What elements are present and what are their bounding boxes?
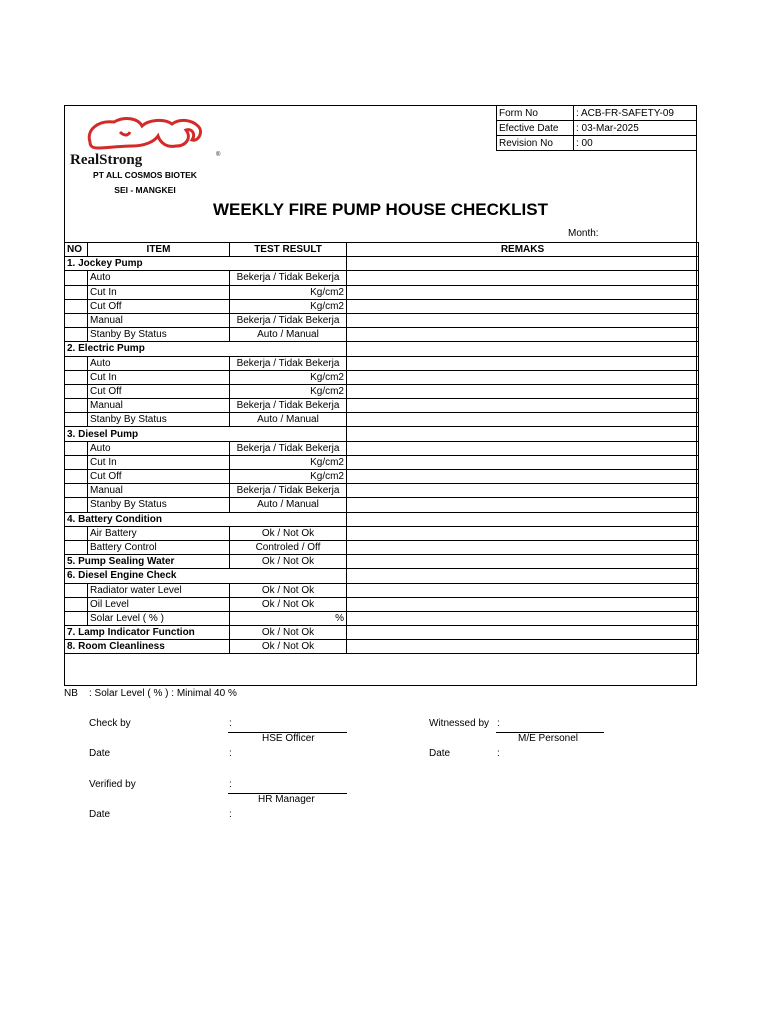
result-cell[interactable]: Kg/cm2 <box>230 370 347 384</box>
section-result <box>230 257 347 271</box>
remarks-cell[interactable] <box>347 299 699 313</box>
item-cell: Cut In <box>88 455 230 469</box>
remarks-cell[interactable] <box>347 512 699 526</box>
no-cell <box>65 441 88 455</box>
item-cell: Radiator water Level <box>88 583 230 597</box>
item-cell: Auto <box>88 271 230 285</box>
item-cell: Manual <box>88 484 230 498</box>
section-result <box>230 512 347 526</box>
remarks-cell[interactable] <box>347 555 699 569</box>
table-row <box>65 328 699 342</box>
section-label: 5. Pump Sealing Water <box>65 555 230 569</box>
month-label: Month: <box>568 228 599 239</box>
item-cell: Auto <box>88 441 230 455</box>
no-cell <box>65 484 88 498</box>
table-row <box>65 583 699 597</box>
table-row <box>65 455 699 469</box>
no-cell <box>65 540 88 554</box>
item-cell: Cut Off <box>88 299 230 313</box>
item-cell: Stanby By Status <box>88 328 230 342</box>
section-result <box>230 427 347 441</box>
remarks-cell[interactable] <box>347 328 699 342</box>
logo-text: RealStrong <box>70 152 143 168</box>
remarks-cell[interactable] <box>347 484 699 498</box>
table-header-row <box>65 243 699 257</box>
remarks-cell[interactable] <box>347 470 699 484</box>
col-no: NO <box>65 243 88 257</box>
item-cell: Stanby By Status <box>88 498 230 512</box>
date-colon-3: : <box>497 748 500 759</box>
col-result: TEST RESULT <box>230 243 347 257</box>
hr-manager-label: HR Manager <box>258 794 315 805</box>
table-row <box>65 484 699 498</box>
me-personel-label: M/E Personel <box>518 733 579 744</box>
result-cell[interactable]: Kg/cm2 <box>230 455 347 469</box>
remarks-cell[interactable] <box>347 441 699 455</box>
check-by-colon: : <box>229 718 232 729</box>
verified-by-colon: : <box>229 779 232 790</box>
document-control-table <box>496 105 697 151</box>
result-cell[interactable]: Bekerja / Tidak Bekerja <box>230 399 347 413</box>
table-row <box>65 540 699 554</box>
no-cell <box>65 313 88 327</box>
section-label: 1. Jockey Pump <box>65 257 230 271</box>
no-cell <box>65 526 88 540</box>
date-label-3: Date <box>429 748 451 759</box>
remarks-cell[interactable] <box>347 498 699 512</box>
section-row <box>65 342 699 356</box>
remarks-cell[interactable] <box>347 611 699 625</box>
result-cell[interactable]: Kg/cm2 <box>230 384 347 398</box>
table-row <box>65 441 699 455</box>
result-cell[interactable]: Ok / Not Ok <box>230 526 347 540</box>
table-row <box>65 597 699 611</box>
table-row <box>65 370 699 384</box>
remarks-cell[interactable] <box>347 413 699 427</box>
section-result <box>230 569 347 583</box>
note: NB : Solar Level ( % ) : Minimal 40 % <box>64 688 237 699</box>
section-label: 8. Room Cleanliness <box>65 640 230 654</box>
result-cell[interactable]: % <box>230 611 347 625</box>
table-row <box>65 399 699 413</box>
section-row <box>65 569 699 583</box>
remarks-cell[interactable] <box>347 356 699 370</box>
date-colon-2: : <box>229 809 232 820</box>
item-cell: Solar Level ( % ) <box>88 611 230 625</box>
table-row <box>65 384 699 398</box>
section-label: 4. Battery Condition <box>65 512 230 526</box>
no-cell <box>65 356 88 370</box>
result-cell[interactable]: Auto / Manual <box>230 413 347 427</box>
remarks-cell[interactable] <box>347 313 699 327</box>
item-cell: Air Battery <box>88 526 230 540</box>
remarks-cell[interactable] <box>347 285 699 299</box>
section-result: Ok / Not Ok <box>230 626 347 640</box>
table-row <box>65 271 699 285</box>
table-row <box>65 413 699 427</box>
item-cell: Oil Level <box>88 597 230 611</box>
section-result: Ok / Not Ok <box>230 640 347 654</box>
revision-value: : 00 <box>574 136 697 151</box>
no-cell <box>65 384 88 398</box>
table-row <box>65 356 699 370</box>
date-label-2: Date <box>89 809 111 820</box>
witnessed-by-label: Witnessed by <box>429 718 490 729</box>
verified-by-label: Verified by <box>89 779 136 790</box>
result-cell[interactable]: Ok / Not Ok <box>230 583 347 597</box>
remarks-cell[interactable] <box>347 597 699 611</box>
result-cell[interactable]: Kg/cm2 <box>230 470 347 484</box>
table-row <box>65 299 699 313</box>
section-row <box>65 626 699 640</box>
remarks-cell[interactable] <box>347 342 699 356</box>
svg-text:®: ® <box>216 152 221 158</box>
no-cell <box>65 498 88 512</box>
no-cell <box>65 413 88 427</box>
remarks-cell[interactable] <box>347 399 699 413</box>
section-label: 6. Diesel Engine Check <box>65 569 230 583</box>
form-no-label: Form No <box>497 106 574 121</box>
remarks-cell[interactable] <box>347 455 699 469</box>
item-cell: Manual <box>88 313 230 327</box>
col-item: ITEM <box>88 243 230 257</box>
result-cell[interactable]: Ok / Not Ok <box>230 597 347 611</box>
table-row <box>65 470 699 484</box>
section-label: 7. Lamp Indicator Function <box>65 626 230 640</box>
remarks-cell[interactable] <box>347 569 699 583</box>
no-cell <box>65 285 88 299</box>
result-cell[interactable]: Bekerja / Tidak Bekerja <box>230 441 347 455</box>
section-row <box>65 257 699 271</box>
effective-date-value: : 03-Mar-2025 <box>574 121 697 136</box>
result-cell[interactable]: Kg/cm2 <box>230 299 347 313</box>
item-cell: Cut Off <box>88 384 230 398</box>
result-cell[interactable]: Bekerja / Tidak Bekerja <box>230 313 347 327</box>
no-cell <box>65 455 88 469</box>
no-cell <box>65 271 88 285</box>
date-label-1: Date <box>89 748 111 759</box>
realstrong-logo <box>68 112 228 172</box>
result-cell[interactable]: Auto / Manual <box>230 328 347 342</box>
table-row <box>65 285 699 299</box>
company-location: SEI - MANGKEI <box>114 185 176 195</box>
item-cell: Cut Off <box>88 470 230 484</box>
witnessed-by-colon: : <box>497 718 500 729</box>
page-title: WEEKLY FIRE PUMP HOUSE CHECKLIST <box>212 200 548 219</box>
result-cell[interactable]: Auto / Manual <box>230 498 347 512</box>
table-row <box>65 526 699 540</box>
item-cell: Battery Control <box>88 540 230 554</box>
section-label: 2. Electric Pump <box>65 342 230 356</box>
section-result: Ok / Not Ok <box>230 555 347 569</box>
remarks-cell[interactable] <box>347 526 699 540</box>
section-row <box>65 555 699 569</box>
remarks-cell[interactable] <box>347 427 699 441</box>
no-cell <box>65 299 88 313</box>
no-cell <box>65 597 88 611</box>
item-cell: Stanby By Status <box>88 413 230 427</box>
table-row <box>65 313 699 327</box>
result-cell[interactable]: Controled / Off <box>230 540 347 554</box>
result-cell[interactable]: Bekerja / Tidak Bekerja <box>230 484 347 498</box>
section-result <box>230 342 347 356</box>
remarks-cell[interactable] <box>347 640 699 654</box>
effective-date-label: Efective Date <box>497 121 574 136</box>
check-by-label: Check by <box>89 718 131 729</box>
no-cell <box>65 583 88 597</box>
no-cell <box>65 470 88 484</box>
section-row <box>65 512 699 526</box>
item-cell: Manual <box>88 399 230 413</box>
no-cell <box>65 328 88 342</box>
section-row <box>65 427 699 441</box>
table-row <box>65 498 699 512</box>
table-row <box>65 611 699 625</box>
form-no-value: : ACB-FR-SAFETY-09 <box>574 106 697 121</box>
no-cell <box>65 370 88 384</box>
remarks-cell[interactable] <box>347 384 699 398</box>
item-cell: Auto <box>88 356 230 370</box>
remarks-cell[interactable] <box>347 257 699 271</box>
revision-label: Revision No <box>497 136 574 151</box>
company-name: PT ALL COSMOS BIOTEK <box>93 170 197 180</box>
remarks-cell[interactable] <box>347 370 699 384</box>
date-colon-1: : <box>229 748 232 759</box>
hse-officer-label: HSE Officer <box>262 733 315 744</box>
remarks-cell[interactable] <box>347 540 699 554</box>
remarks-cell[interactable] <box>347 626 699 640</box>
item-cell: Cut In <box>88 370 230 384</box>
section-label: 3. Diesel Pump <box>65 427 230 441</box>
item-cell: Cut In <box>88 285 230 299</box>
checklist-table <box>64 242 699 654</box>
section-row <box>65 640 699 654</box>
no-cell <box>65 399 88 413</box>
no-cell <box>65 611 88 625</box>
remarks-cell[interactable] <box>347 271 699 285</box>
result-cell[interactable]: Bekerja / Tidak Bekerja <box>230 356 347 370</box>
result-cell[interactable]: Bekerja / Tidak Bekerja <box>230 271 347 285</box>
result-cell[interactable]: Kg/cm2 <box>230 285 347 299</box>
remarks-cell[interactable] <box>347 583 699 597</box>
col-remarks: REMAKS <box>347 243 699 257</box>
